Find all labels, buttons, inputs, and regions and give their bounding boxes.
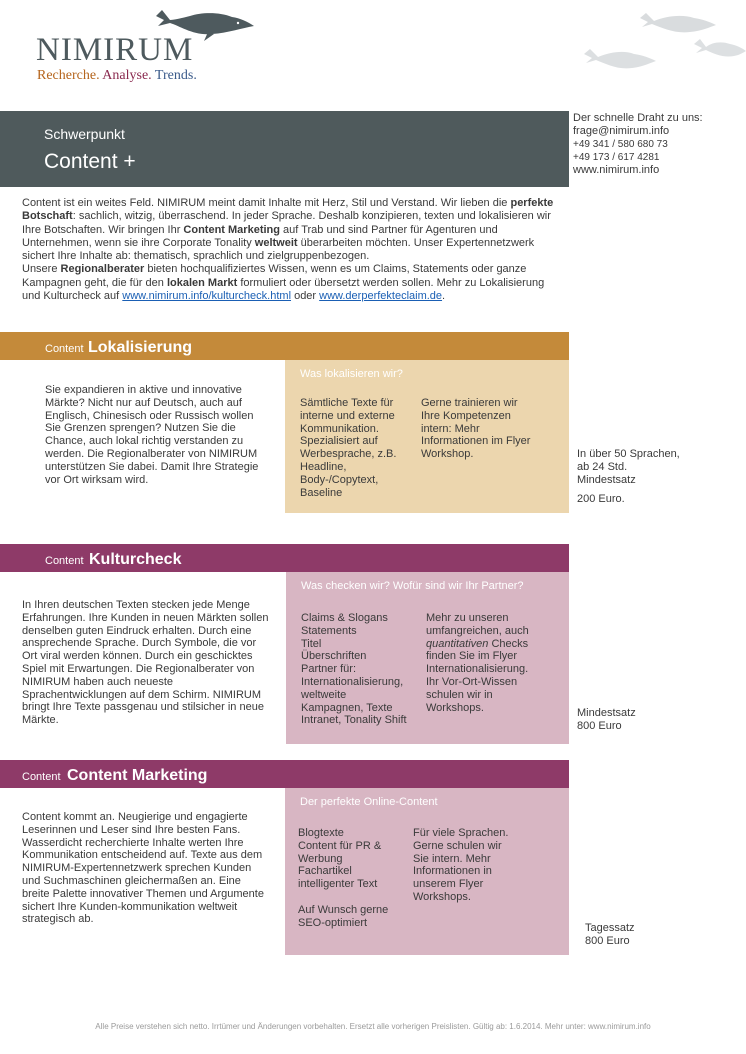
tagline-part: Trends. [151, 68, 197, 83]
decorative-whale-icon [580, 46, 660, 76]
tagline-part: Recherche. [37, 68, 100, 83]
brand-tagline [37, 69, 197, 83]
box-column [301, 612, 421, 727]
contact-heading: Der schnelle Draht zu uns: [573, 112, 703, 124]
box-line: Partner für: [301, 663, 357, 676]
box-column: Gerne trainieren wir Ihre Kompetenzen intern: Mehr Informationen im Flyer Workshop. [421, 397, 531, 461]
section-prefix: Content [22, 771, 61, 783]
kulturcheck-link[interactable]: www.nimirum.info/kulturcheck.html [122, 290, 292, 303]
contact-block [573, 112, 703, 177]
price-block [577, 448, 680, 506]
info-box-kulturcheck [286, 572, 569, 744]
info-box-content-marketing [285, 788, 569, 955]
contact-web[interactable]: www.nimirum.info [573, 164, 660, 176]
section-text: Content kommt an. Neugierige und engagierte Leserinnen und Leser sind Ihre besten Fans. Wasserdicht recherchierte Inhalte werten Ihre Kommunikation entscheidend auf. Texte aus dem NIMIRUM-Expertennetzwerk sprechen Kunden und Suchmaschinen gleichermaßen an. Eine breite Palette innovativer Themen und Argumente sichert Ihre Kunden-kommunikation weltweit strategisch ab. [22, 811, 264, 926]
intro-paragraph: Unsere Regionalberater bieten hochqualifiziertes Wissen, wenn es um Claims, Statements oder ganze Kampagnen geht, die für den lokalen Markt formuliert oder übersetzt werden sollen. Mehr zu Lokalisierung und Kulturcheck auf www.nimirum.info/kulturcheck.html oder www.derperfekteclaim.de. [22, 263, 545, 303]
box-line: Claims & Slogans [301, 612, 388, 624]
info-box-lokalisierung [285, 360, 569, 513]
footer-note: Alle Preise verstehen sich netto. Irrtümer und Änderungen vorbehalten. Ersetzt alle vorherigen Preislisten. Gültig ab: 1.6.2014. Mehr unter: www.nimirum.info [95, 1022, 651, 1031]
box-line: Fachartikel [298, 865, 352, 878]
contact-mobile: +49 173 / 617 4281 [573, 152, 660, 163]
box-line: Auf Wunsch gerne SEO-optimiert [298, 903, 389, 929]
page-title: Content + [44, 150, 136, 173]
box-heading: Was checken wir? Wofür sind wir Ihr Partner? [301, 580, 524, 592]
perfekteclaim-link[interactable]: www.derperfekteclaim.de [319, 290, 443, 303]
box-line: Titel [301, 637, 322, 650]
price-line: 200 Euro. [577, 493, 625, 505]
intro-paragraph: Content ist ein weites Feld. NIMIRUM meint damit Inhalte mit Herz, Stil und Verstand. Wir lieben die perfekte Botschaft: sachlich, witzig, überraschend. In jeder Sprache. Deshalb konzipieren, texten und lokalisieren wir Ihre Botschaften. Wir bringen Ihr Content Marketing auf Trab und sind Partner für Agenturen und Unternehmen, wenn sie ihre Corporate Tonality weltweit überarbeiten möchten. Unser Expertennetzwerk sichert Ihre Inhalte ab: thematisch, sprachlich und zielgruppenbezogen. [22, 197, 554, 263]
intro-text [22, 197, 562, 303]
price-line: In über 50 Sprachen, [577, 448, 680, 460]
box-line: Internationalisierung, [301, 675, 404, 688]
section-prefix: Content [45, 343, 84, 355]
section-prefix: Content [45, 555, 84, 567]
section-bar-kulturcheck [0, 544, 569, 572]
section-bar-content-marketing [0, 760, 569, 788]
box-column [298, 827, 402, 930]
box-column: Für viele Sprachen. Gerne schulen wir Sie intern. Mehr Informationen in unserem Flyer Workshops. [413, 827, 509, 903]
section-text: In Ihren deutschen Texten stecken jede Menge Erfahrungen. Ihre Kunden in neuen Märkten sollen denselben guten Eindruck erhalten. Durch eine ansprechende Sprache. Durch Symbole, die vor Ort viral werden können. Durch ein geschicktes Spiel mit Erwartungen. Die Regionalberater von NIMIRUM haben auch neueste Sprachentwicklungen auf dem Schirm. NIMIRUM bringt Ihre Texte passgenau und stilsicher in neue Märkte. [22, 599, 269, 727]
section-title: Content Marketing [67, 767, 208, 784]
box-heading: Was lokalisieren wir? [300, 368, 403, 380]
price-line: 800 Euro [577, 720, 622, 732]
price-line: Mindestsatz [577, 474, 636, 486]
box-line: Intranet, Tonality Shift [301, 714, 407, 727]
box-line: Statements [301, 624, 357, 637]
tagline-part: Analyse. [99, 68, 152, 83]
box-line: Werbung [298, 852, 343, 865]
box-line: Überschriften [301, 650, 367, 663]
box-line: weltweite [301, 688, 347, 701]
price-block [577, 707, 636, 733]
contact-email[interactable]: frage@nimirum.info [573, 125, 670, 137]
section-title: Kulturcheck [89, 551, 182, 568]
box-column: Sämtliche Texte für interne und externe Kommunikation. Spezialisiert auf Werbesprache, z.B. Headline, Body-/Copytext, Baseline [300, 397, 397, 499]
section-title: Lokalisierung [88, 339, 193, 356]
price-line: Mindestsatz [577, 707, 636, 719]
brand-name: NIMIRUM [36, 32, 194, 68]
contact-phone: +49 341 / 580 680 73 [573, 139, 668, 150]
price-block [585, 922, 635, 948]
section-text: Sie expandieren in aktive und innovative Märkte? Nicht nur auf Deutsch, auch auf Englisch, Chinesisch oder Russisch wollen Sie Grenzen sprengen? Nutzen Sie die Chance, auch lokal richtig verstanden zu werden. Die Regionalberater von NIMIRUM unterstützen Sie dabei. Damit Ihre Strategie vor Ort wirksam wird. [45, 384, 259, 486]
price-line: 800 Euro [585, 935, 630, 947]
box-column: Mehr zu unseren umfangreichen, auch quantitativen Checks finden Sie im Flyer Internationalisierung. Ihr Vor-Ort-Wissen schulen wir in Workshops. [426, 612, 529, 714]
section-bar-lokalisierung [0, 332, 569, 360]
hero-band [0, 111, 569, 187]
hero-kicker: Schwerpunkt [44, 126, 125, 142]
box-line: Blogtexte [298, 827, 344, 839]
box-line: Content für PR & [298, 839, 382, 852]
price-line: ab 24 Std. [577, 461, 628, 473]
box-line: Kampagnen, Texte [301, 701, 393, 714]
box-heading: Der perfekte Online-Content [300, 796, 438, 808]
decorative-whale-icon [690, 36, 746, 64]
price-line: Tagessatz [585, 922, 635, 934]
box-line: intelligenter Text [298, 878, 378, 891]
